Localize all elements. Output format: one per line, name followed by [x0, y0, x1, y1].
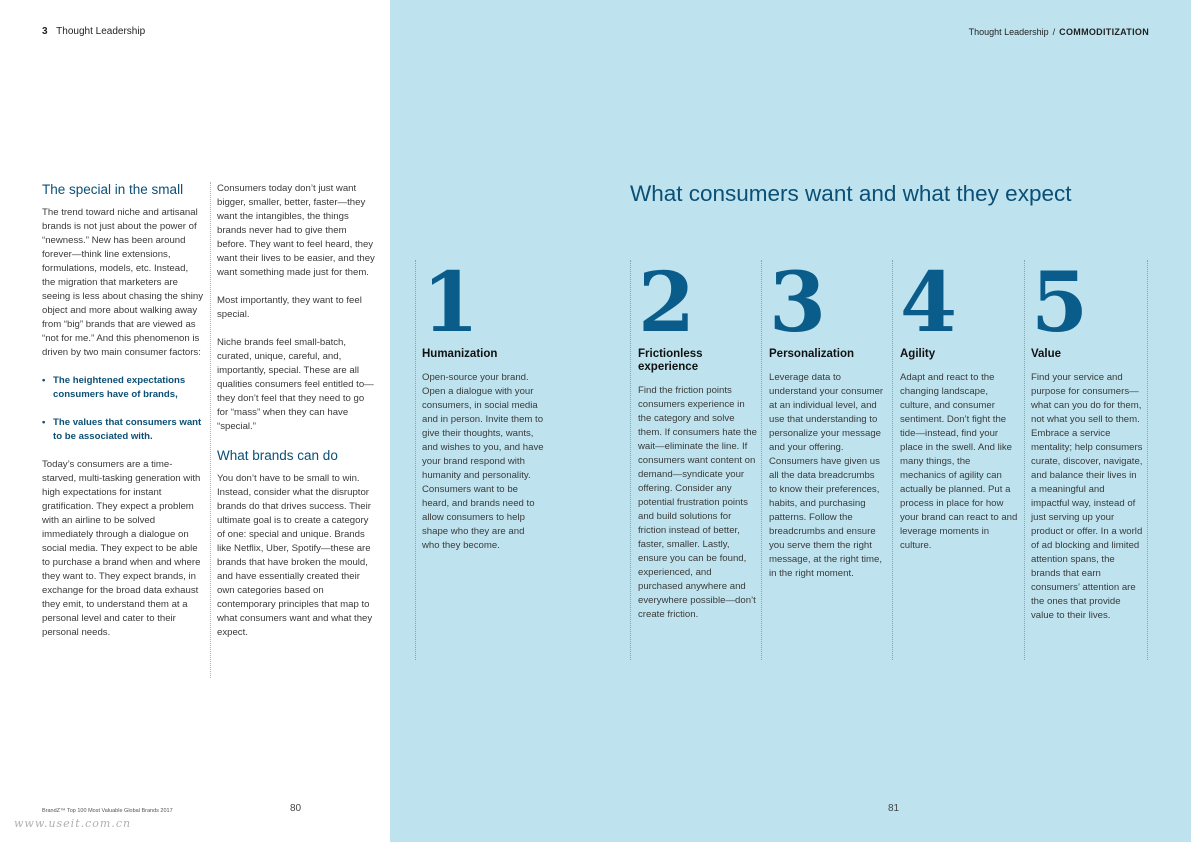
pillar-number: 4 [900, 255, 958, 351]
article-paragraph: Consumers today don’t just want bigger, smaller, better, faster—they want the intangibles, the things brands never had to give them before. They want to feel heard, they want their lives to be easier, and they want something made just for them. [217, 183, 375, 278]
pillar-body: Leverage data to understand your consumer at an individual level, and use that understanding to personalize your message and your offering. Consumers have given us all the data breadcrumbs to know their preferences, habits, and purchasing patterns. Follow the breadcrumbs and ensure you serve them the right message, at the right time, in the right moment. [769, 372, 884, 579]
article-paragraph: Most importantly, they want to feel special. [217, 295, 362, 320]
article-paragraph: You don’t have to be small to win. Instead, consider what the disruptor brands do that drives success. Their ultimate goal is to create a category of one: special and unique. Brands like Netflix, Uber, Spotify—these are brands that have broken the mould, and have essentially created their own categories based on contemporary principles that map to what consumers want and what they expect. [217, 473, 373, 638]
pillar-value [1031, 255, 1143, 623]
chapter-title: Thought Leadership [968, 27, 1049, 37]
column-divider [1024, 260, 1025, 660]
pillar-number: 1 [422, 255, 480, 351]
factor-list [42, 374, 204, 444]
column-divider [630, 260, 631, 660]
pillar-frictionless-experience [638, 255, 758, 622]
pillar-number: 2 [638, 255, 696, 351]
article-heading: The special in the small [42, 182, 184, 197]
pillar-number: 5 [1031, 255, 1089, 351]
article-column-1 [42, 182, 204, 654]
pillar-body: Open-source your brand. Open a dialogue with your consumers, in social media and in person. Invite them to give their thoughts, wants, and wishes to you, and have your brand respond with humanity and personality. Consumers want to be heard, and brands need to allow consumers to help shape who they are and who they become. [422, 372, 544, 551]
chapter-title: Thought Leadership [56, 26, 146, 37]
page-header-left [42, 26, 145, 37]
bullet-icon: • [42, 417, 46, 428]
pillar-body: Adapt and react to the changing landscape, culture, and consumer sentiment. Don’t fight the tide—instead, find your place in the swell. And like many things, the mechanics of agility can actually be planned. Put a process in place for how your brand can react to and leverage moments in culture. [900, 372, 1018, 551]
bullet-icon: • [42, 375, 46, 386]
list-item: • The values that consumers want to be associated with. [42, 417, 202, 442]
chapter-number: 3 [42, 26, 48, 37]
page-header-right [969, 27, 1149, 37]
column-divider [761, 260, 762, 660]
column-divider [210, 182, 211, 678]
pillar-title: Value [1031, 348, 1062, 360]
column-divider [892, 260, 893, 660]
list-item: • The heightened expectations consumers have of brands, [42, 375, 186, 400]
article-paragraph: The trend toward niche and artisanal brands is not just about the power of “newness.” New has been around forever—think line extensions, formulations, models, etc. Instead, the migration that marketers are seeing is less about chasing the shiny object and more about walking away from “big” brands that are viewed as “not for me.” And this phenomenon is driven by two main consumer factors: [42, 207, 204, 358]
pillar-agility [900, 255, 1018, 553]
article-column-2 [217, 182, 377, 654]
footer-source: BrandZ™ Top 100 Most Valuable Global Brands 2017 [42, 808, 173, 814]
column-divider [415, 260, 416, 660]
section-title: COMMODITIZATION [1059, 27, 1149, 37]
page-number-left: 80 [290, 803, 302, 814]
breadcrumb-separator: / [1052, 27, 1056, 37]
pillar-personalization [769, 255, 884, 581]
pillar-title: Frictionless experience [638, 348, 703, 373]
page-number-right: 81 [888, 803, 900, 814]
column-divider [1147, 260, 1148, 660]
pillar-humanization [422, 255, 544, 553]
pillar-title: Personalization [769, 348, 854, 360]
pillar-title: Humanization [422, 348, 498, 360]
article-paragraph: Niche brands feel small-batch, curated, unique, careful, and, importantly, special. These are all qualities consumers feel entitled to—they don’t feel that they need to go for “mass” when they can have “special.” [217, 337, 374, 432]
watermark: www.useit.com.cn [14, 817, 132, 830]
pillar-number: 3 [769, 255, 827, 351]
pillar-body: Find your service and purpose for consumers—what can you do for them, not what you sell to them. Embrace a service mentality; help consumers curate, discover, navigate, and balance their lives in a meaningful and impactful way, instead of just serving up your product or offer. In a world of ad blocking and limited attention spans, the brands that earn consumers’ attention are the ones that provide value to their lives. [1031, 372, 1143, 621]
page-title: What consumers want and what they expect [630, 181, 1072, 206]
article-paragraph: Today’s consumers are a time-starved, multi-tasking generation with high expectations for instant gratification. They expect a problem with an airline to be solved immediately through a dialogue on social media. They expect to be able to purchase a brand when and where they want to. They expect brands, in exchange for the broad data exhaust they emit, to understand them at a personal level and cater to their personal needs. [42, 459, 201, 638]
pillar-title: Agility [900, 348, 936, 360]
pillar-body: Find the friction points consumers experience in the category and solve them. If consumers hate the wait—eliminate the line. If consumers want content on demand—syndicate your offering. Consider any potential frustration points and build solutions for friction instead of better, faster, smaller. Lastly, ensure you can be found, experienced, and purchased anywhere and everywhere possible—don’t create friction. [638, 385, 757, 620]
article-heading: What brands can do [217, 448, 338, 463]
